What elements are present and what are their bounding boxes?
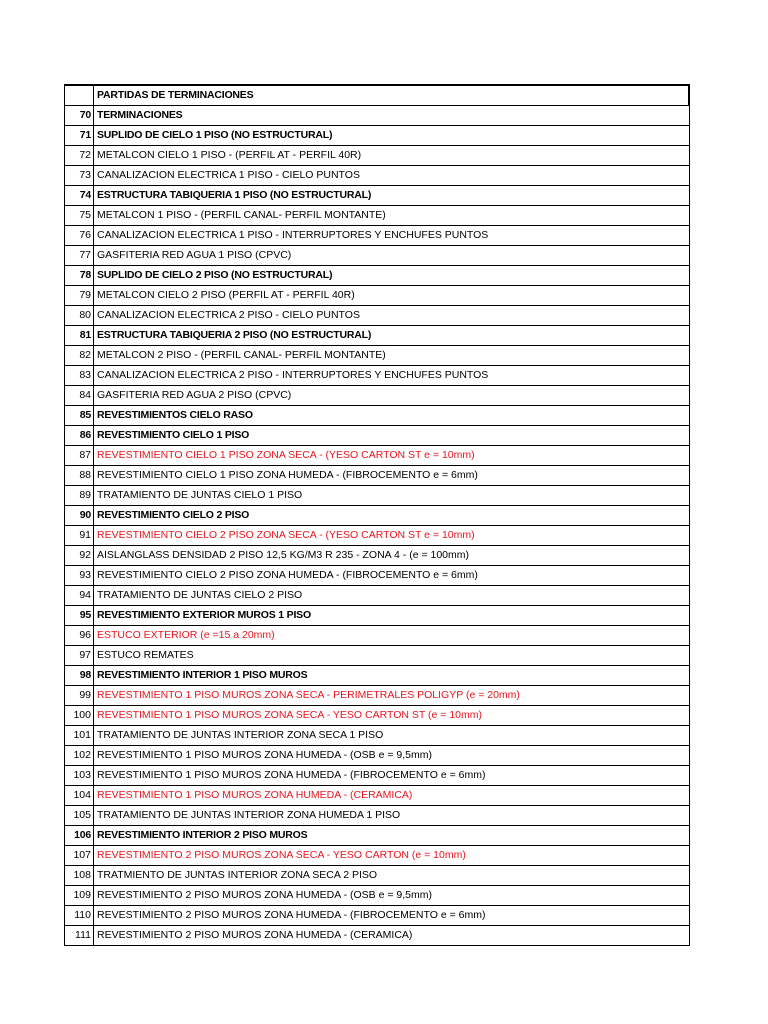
table-row (65, 926, 690, 946)
item-number-cell[interactable]: 83 (65, 366, 94, 386)
item-description-cell[interactable]: METALCON 2 PISO - (PERFIL CANAL- PERFIL MONTANTE) (94, 346, 690, 366)
table-row (65, 306, 690, 326)
item-number-cell[interactable]: 96 (65, 626, 94, 646)
table-row (65, 726, 690, 746)
item-number-cell[interactable]: 70 (65, 106, 94, 126)
table-row (65, 686, 690, 706)
item-description-cell[interactable]: CANALIZACION ELECTRICA 2 PISO - CIELO PUNTOS (94, 306, 690, 326)
table-row (65, 626, 690, 646)
item-number-cell[interactable]: 81 (65, 326, 94, 346)
item-number-cell[interactable]: 106 (65, 826, 94, 846)
table-header-row (65, 85, 690, 106)
item-description-cell[interactable]: CANALIZACION ELECTRICA 1 PISO - INTERRUPTORES Y ENCHUFES PUNTOS (94, 226, 690, 246)
table-row (65, 366, 690, 386)
item-number-cell[interactable]: 92 (65, 546, 94, 566)
item-number-cell[interactable]: 76 (65, 226, 94, 246)
item-description-cell[interactable]: REVESTIMIENTO CIELO 2 PISO ZONA HUMEDA - (FIBROCEMENTO e = 6mm) (94, 566, 690, 586)
item-description-cell[interactable]: METALCON CIELO 2 PISO (PERFIL AT - PERFIL 40R) (94, 286, 690, 306)
table-row (65, 506, 690, 526)
item-number-cell[interactable]: 111 (65, 926, 94, 946)
item-number-cell[interactable]: 108 (65, 866, 94, 886)
table-row (65, 586, 690, 606)
item-description-cell[interactable]: GASFITERIA RED AGUA 2 PISO (CPVC) (94, 386, 690, 406)
item-description-cell[interactable]: TRATMIENTO DE JUNTAS INTERIOR ZONA SECA 2 PISO (94, 866, 690, 886)
table-row (65, 106, 690, 126)
table-row (65, 206, 690, 226)
item-number-cell[interactable]: 72 (65, 146, 94, 166)
table-row (65, 646, 690, 666)
item-number-cell[interactable]: 93 (65, 566, 94, 586)
item-number-cell[interactable]: 78 (65, 266, 94, 286)
table-row (65, 286, 690, 306)
item-description-cell[interactable]: REVESTIMIENTO EXTERIOR MUROS 1 PISO (94, 606, 690, 626)
table-row (65, 866, 690, 886)
table-row (65, 786, 690, 806)
item-number-cell[interactable]: 94 (65, 586, 94, 606)
table-row (65, 246, 690, 266)
item-description-cell[interactable]: REVESTIMIENTOS CIELO RASO (94, 406, 690, 426)
item-number-cell[interactable]: 71 (65, 126, 94, 146)
table-row (65, 266, 690, 286)
item-number-cell[interactable]: 100 (65, 706, 94, 726)
item-description-cell[interactable]: TRATAMIENTO DE JUNTAS CIELO 1 PISO (94, 486, 690, 506)
item-description-cell[interactable]: REVESTIMIENTO 1 PISO MUROS ZONA SECA - PERIMETRALES POLIGYP (e = 20mm) (94, 686, 690, 706)
item-description-cell[interactable]: SUPLIDO DE CIELO 1 PISO (NO ESTRUCTURAL) (94, 126, 690, 146)
item-number-cell[interactable]: 98 (65, 666, 94, 686)
item-number-cell[interactable]: 77 (65, 246, 94, 266)
item-number-cell[interactable]: 75 (65, 206, 94, 226)
table-row (65, 186, 690, 206)
table-row (65, 546, 690, 566)
table-row (65, 146, 690, 166)
item-description-cell[interactable]: REVESTIMIENTO 1 PISO MUROS ZONA HUMEDA - (FIBROCEMENTO e = 6mm) (94, 766, 690, 786)
item-number-cell[interactable]: 90 (65, 506, 94, 526)
item-number-cell[interactable]: 102 (65, 746, 94, 766)
item-description-cell[interactable]: REVESTIMIENTO CIELO 1 PISO ZONA HUMEDA - (FIBROCEMENTO e = 6mm) (94, 466, 690, 486)
item-description-cell[interactable]: REVESTIMIENTO INTERIOR 2 PISO MUROS (94, 826, 690, 846)
item-description-cell[interactable]: CANALIZACION ELECTRICA 2 PISO - INTERRUPTORES Y ENCHUFES PUNTOS (94, 366, 690, 386)
item-number-cell[interactable]: 86 (65, 426, 94, 446)
item-number-cell[interactable]: 84 (65, 386, 94, 406)
table-row (65, 386, 690, 406)
item-description-cell[interactable]: AISLANGLASS DENSIDAD 2 PISO 12,5 KG/M3 R 235 - ZONA 4 - (e = 100mm) (94, 546, 690, 566)
item-number-cell[interactable]: 91 (65, 526, 94, 546)
table-row (65, 746, 690, 766)
item-description-cell[interactable]: REVESTIMIENTO CIELO 1 PISO (94, 426, 690, 446)
table-body (65, 85, 690, 946)
table-row (65, 766, 690, 786)
item-description-cell[interactable]: CANALIZACION ELECTRICA 1 PISO - CIELO PUNTOS (94, 166, 690, 186)
table-row (65, 886, 690, 906)
item-description-cell[interactable]: ESTUCO EXTERIOR (e =15 a 20mm) (94, 626, 690, 646)
item-number-cell[interactable]: 87 (65, 446, 94, 466)
item-description-cell[interactable]: METALCON 1 PISO - (PERFIL CANAL- PERFIL MONTANTE) (94, 206, 690, 226)
table-row (65, 226, 690, 246)
item-number-cell[interactable]: 109 (65, 886, 94, 906)
item-description-cell[interactable]: ESTUCO REMATES (94, 646, 690, 666)
item-description-cell[interactable]: REVESTIMIENTO CIELO 2 PISO ZONA SECA - (YESO CARTON ST e = 10mm) (94, 526, 690, 546)
item-number-cell[interactable]: 103 (65, 766, 94, 786)
table-row (65, 486, 690, 506)
item-number-cell[interactable]: 82 (65, 346, 94, 366)
item-description-cell[interactable]: GASFITERIA RED AGUA 1 PISO (CPVC) (94, 246, 690, 266)
table-row (65, 706, 690, 726)
item-description-cell[interactable]: REVESTIMIENTO CIELO 2 PISO (94, 506, 690, 526)
item-description-cell[interactable]: REVESTIMIENTO 2 PISO MUROS ZONA HUMEDA - (OSB e = 9,5mm) (94, 886, 690, 906)
table-row (65, 826, 690, 846)
item-number-cell[interactable]: 97 (65, 646, 94, 666)
item-description-cell[interactable]: SUPLIDO DE CIELO 2 PISO (NO ESTRUCTURAL) (94, 266, 690, 286)
item-number-cell[interactable]: 88 (65, 466, 94, 486)
item-number-cell[interactable]: 101 (65, 726, 94, 746)
item-description-cell[interactable]: REVESTIMIENTO 1 PISO MUROS ZONA HUMEDA - (CERAMICA) (94, 786, 690, 806)
table-row (65, 466, 690, 486)
item-description-cell[interactable]: REVESTIMIENTO 2 PISO MUROS ZONA SECA - YESO CARTON (e = 10mm) (94, 846, 690, 866)
table-row (65, 566, 690, 586)
table-row (65, 446, 690, 466)
item-number-cell[interactable]: 89 (65, 486, 94, 506)
table-row (65, 426, 690, 446)
item-description-cell[interactable]: ESTRUCTURA TABIQUERIA 1 PISO (NO ESTRUCTURAL) (94, 186, 690, 206)
item-number-cell[interactable]: 95 (65, 606, 94, 626)
item-number-cell[interactable]: 79 (65, 286, 94, 306)
item-number-cell[interactable]: 80 (65, 306, 94, 326)
item-number-cell[interactable]: 110 (65, 906, 94, 926)
item-description-cell[interactable]: REVESTIMIENTO 1 PISO MUROS ZONA HUMEDA - (OSB e = 9,5mm) (94, 746, 690, 766)
header-title-cell[interactable]: PARTIDAS DE TERMINACIONES (94, 85, 690, 106)
table-row (65, 126, 690, 146)
table-row (65, 806, 690, 826)
item-description-cell[interactable]: TRATAMIENTO DE JUNTAS INTERIOR ZONA HUMEDA 1 PISO (94, 806, 690, 826)
item-description-cell[interactable]: TRATAMIENTO DE JUNTAS CIELO 2 PISO (94, 586, 690, 606)
item-number-cell[interactable]: 85 (65, 406, 94, 426)
item-number-cell[interactable]: 105 (65, 806, 94, 826)
table-row (65, 906, 690, 926)
item-description-cell[interactable]: METALCON CIELO 1 PISO - (PERFIL AT - PERFIL 40R) (94, 146, 690, 166)
terminaciones-table (64, 84, 690, 946)
table-row (65, 606, 690, 626)
table-row (65, 666, 690, 686)
item-description-cell[interactable]: TRATAMIENTO DE JUNTAS INTERIOR ZONA SECA 1 PISO (94, 726, 690, 746)
item-description-cell[interactable]: REVESTIMIENTO 2 PISO MUROS ZONA HUMEDA - (CERAMICA) (94, 926, 690, 946)
table-row (65, 406, 690, 426)
item-number-cell[interactable]: 73 (65, 166, 94, 186)
item-number-cell[interactable]: 74 (65, 186, 94, 206)
item-description-cell[interactable]: ESTRUCTURA TABIQUERIA 2 PISO (NO ESTRUCTURAL) (94, 326, 690, 346)
item-number-cell[interactable]: 107 (65, 846, 94, 866)
item-number-cell[interactable]: 99 (65, 686, 94, 706)
table-row (65, 346, 690, 366)
item-description-cell[interactable]: REVESTIMIENTO CIELO 1 PISO ZONA SECA - (YESO CARTON ST e = 10mm) (94, 446, 690, 466)
table-row (65, 526, 690, 546)
item-description-cell[interactable]: TERMINACIONES (94, 106, 690, 126)
item-description-cell[interactable]: REVESTIMIENTO INTERIOR 1 PISO MUROS (94, 666, 690, 686)
header-num-cell[interactable] (65, 85, 94, 106)
table-row (65, 326, 690, 346)
item-number-cell[interactable]: 104 (65, 786, 94, 806)
item-description-cell[interactable]: REVESTIMIENTO 1 PISO MUROS ZONA SECA - YESO CARTON ST (e = 10mm) (94, 706, 690, 726)
table-row (65, 846, 690, 866)
table-row (65, 166, 690, 186)
item-description-cell[interactable]: REVESTIMIENTO 2 PISO MUROS ZONA HUMEDA - (FIBROCEMENTO e = 6mm) (94, 906, 690, 926)
